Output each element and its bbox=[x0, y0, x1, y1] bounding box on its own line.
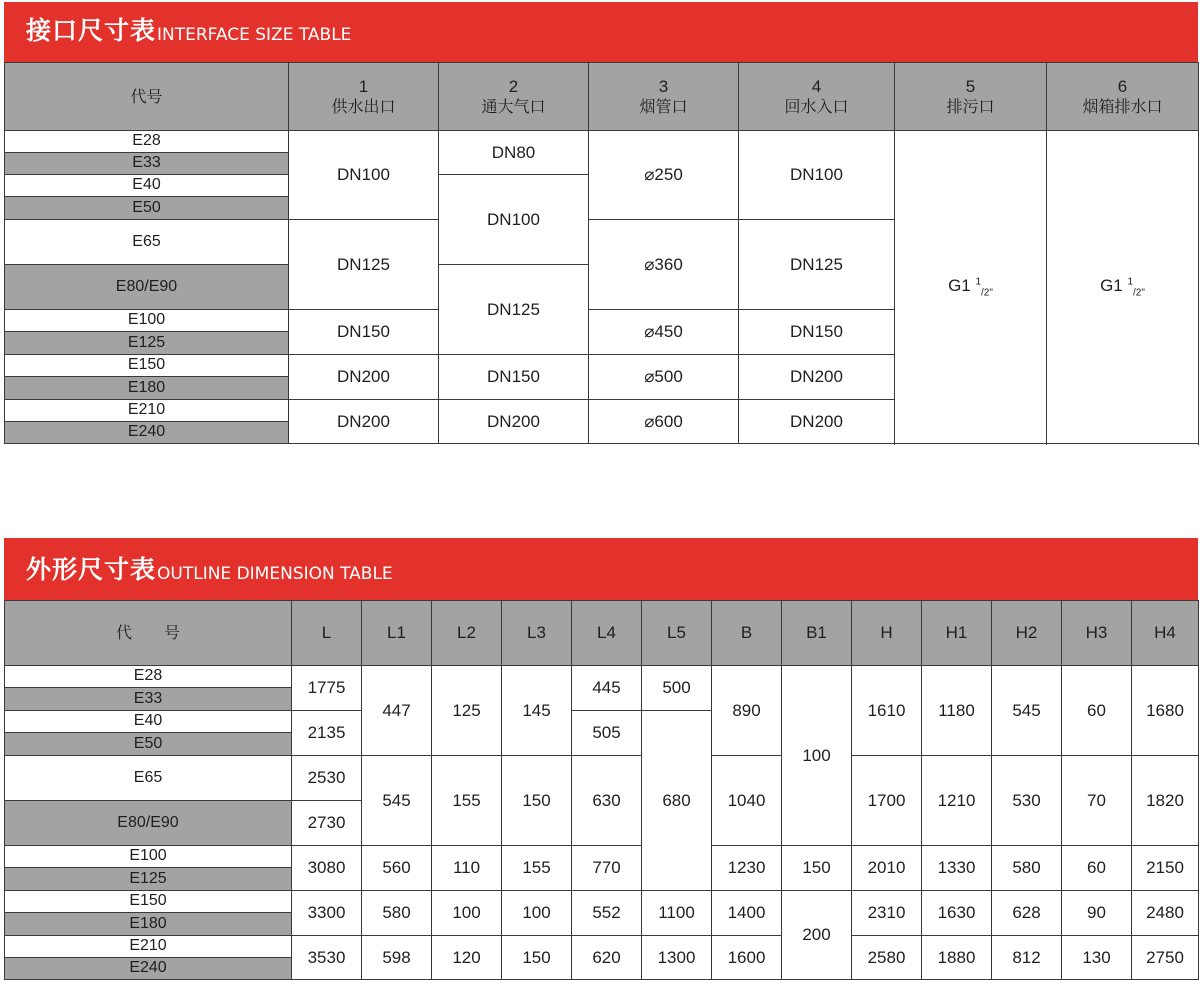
header-H3: H3 bbox=[1062, 601, 1132, 666]
code-cell: E240 bbox=[5, 422, 289, 444]
code-cell: E100 bbox=[5, 310, 289, 332]
value-cell: 155 bbox=[432, 756, 502, 846]
interface-title-en: INTERFACE SIZE TABLE bbox=[157, 25, 352, 45]
header-code: 代号 bbox=[5, 63, 289, 131]
value-cell: DN125 bbox=[739, 220, 895, 310]
value-cell: DN150 bbox=[439, 355, 589, 400]
value-cell: 620 bbox=[572, 936, 642, 980]
value-cell: DN125 bbox=[289, 220, 439, 310]
value-cell: 505 bbox=[572, 711, 642, 756]
value-cell: 2580 bbox=[852, 936, 922, 980]
value-cell: DN100 bbox=[739, 131, 895, 220]
header-col-3: 3 烟管口 bbox=[589, 63, 739, 131]
value-cell: 2530 bbox=[292, 756, 362, 801]
header-col-2: 2 通大气口 bbox=[439, 63, 589, 131]
value-cell: 1040 bbox=[712, 756, 782, 846]
value-cell: 580 bbox=[362, 891, 432, 936]
value-cell: 110 bbox=[432, 846, 502, 891]
header-L1: L1 bbox=[362, 601, 432, 666]
code-cell: E65 bbox=[5, 756, 292, 801]
header-L3: L3 bbox=[502, 601, 572, 666]
value-cell: 500 bbox=[642, 666, 712, 711]
outline-title-banner bbox=[4, 538, 1198, 600]
value-cell: 150 bbox=[782, 846, 852, 891]
value-cell: 1230 bbox=[712, 846, 782, 891]
value-cell: 447 bbox=[362, 666, 432, 756]
value-cell: 3300 bbox=[292, 891, 362, 936]
code-cell: E80/E90 bbox=[5, 265, 289, 310]
value-cell: ⌀250 bbox=[589, 131, 739, 220]
header-B: B bbox=[712, 601, 782, 666]
value-cell: DN200 bbox=[289, 355, 439, 400]
value-cell: DN150 bbox=[739, 310, 895, 355]
value-cell: 120 bbox=[432, 936, 502, 980]
value-cell: 90 bbox=[1062, 891, 1132, 936]
code-cell: E240 bbox=[5, 958, 292, 980]
value-cell: 630 bbox=[572, 756, 642, 846]
header-col-6: 6 烟箱排水口 bbox=[1047, 63, 1199, 131]
value-cell: 1610 bbox=[852, 666, 922, 756]
code-cell: E40 bbox=[5, 175, 289, 197]
code-cell: E33 bbox=[5, 153, 289, 175]
value-cell: 1100 bbox=[642, 891, 712, 936]
value-cell: 2480 bbox=[1132, 891, 1199, 936]
value-cell: 580 bbox=[992, 846, 1062, 891]
value-cell: 1180 bbox=[922, 666, 992, 756]
value-cell: 150 bbox=[502, 936, 572, 980]
header-B1: B1 bbox=[782, 601, 852, 666]
value-cell: DN80 bbox=[439, 131, 589, 175]
header-H4: H4 bbox=[1132, 601, 1199, 666]
value-cell: 1700 bbox=[852, 756, 922, 846]
value-cell: 100 bbox=[432, 891, 502, 936]
code-cell: E150 bbox=[5, 891, 292, 913]
value-cell: 1775 bbox=[292, 666, 362, 711]
value-cell: 545 bbox=[992, 666, 1062, 756]
value-cell: 200 bbox=[782, 891, 852, 980]
value-cell: 70 bbox=[1062, 756, 1132, 846]
value-cell: 1600 bbox=[712, 936, 782, 980]
code-cell: E50 bbox=[5, 197, 289, 220]
value-cell: DN200 bbox=[739, 355, 895, 400]
value-cell: 2750 bbox=[1132, 936, 1199, 980]
value-cell: 150 bbox=[502, 756, 572, 846]
value-cell: DN125 bbox=[439, 265, 589, 355]
value-cell: 680 bbox=[642, 711, 712, 891]
value-cell: 3080 bbox=[292, 846, 362, 891]
header-L: L bbox=[292, 601, 362, 666]
outline-title-cn: 外形尺寸表 bbox=[26, 555, 157, 584]
value-cell: 1300 bbox=[642, 936, 712, 980]
code-cell: E65 bbox=[5, 220, 289, 265]
value-cell: 125 bbox=[432, 666, 502, 756]
value-cell: 890 bbox=[712, 666, 782, 756]
value-cell: DN200 bbox=[439, 400, 589, 444]
value-cell: DN100 bbox=[289, 131, 439, 220]
value-cell: 2730 bbox=[292, 801, 362, 846]
value-cell: 445 bbox=[572, 666, 642, 711]
code-cell: E180 bbox=[5, 377, 289, 400]
code-cell: E100 bbox=[5, 846, 292, 868]
value-cell: 2010 bbox=[852, 846, 922, 891]
code-cell: E125 bbox=[5, 332, 289, 355]
value-cell: 2310 bbox=[852, 891, 922, 936]
header-H2: H2 bbox=[992, 601, 1062, 666]
code-cell: E33 bbox=[5, 688, 292, 711]
value-cell: 770 bbox=[572, 846, 642, 891]
header-H: H bbox=[852, 601, 922, 666]
value-cell: 1880 bbox=[922, 936, 992, 980]
value-cell: 628 bbox=[992, 891, 1062, 936]
interface-size-table bbox=[4, 62, 1199, 444]
outline-title-en: OUTLINE DIMENSION TABLE bbox=[157, 564, 393, 584]
value-cell: 2150 bbox=[1132, 846, 1199, 891]
header-col-4: 4 回水入口 bbox=[739, 63, 895, 131]
code-cell: E28 bbox=[5, 666, 292, 688]
value-cell: DN100 bbox=[439, 175, 589, 265]
code-cell: E125 bbox=[5, 868, 292, 891]
value-cell: 100 bbox=[782, 666, 852, 846]
value-cell: 100 bbox=[502, 891, 572, 936]
value-cell: ⌀600 bbox=[589, 400, 739, 444]
interface-title-banner bbox=[4, 2, 1198, 62]
value-cell: 145 bbox=[502, 666, 572, 756]
value-cell: 1330 bbox=[922, 846, 992, 891]
code-cell: E28 bbox=[5, 131, 289, 153]
value-cell: 530 bbox=[992, 756, 1062, 846]
value-cell: 552 bbox=[572, 891, 642, 936]
value-cell: G1 $^1_{/2"}$ bbox=[895, 131, 1047, 444]
code-cell: E210 bbox=[5, 936, 292, 958]
value-cell: 60 bbox=[1062, 666, 1132, 756]
value-cell: 1680 bbox=[1132, 666, 1199, 756]
value-cell: DN200 bbox=[739, 400, 895, 444]
value-cell: 130 bbox=[1062, 936, 1132, 980]
value-cell: 598 bbox=[362, 936, 432, 980]
header-col-1: 1 供水出口 bbox=[289, 63, 439, 131]
header-code: 代 号 bbox=[5, 601, 292, 666]
value-cell: 1630 bbox=[922, 891, 992, 936]
value-cell: 2135 bbox=[292, 711, 362, 756]
value-cell: 560 bbox=[362, 846, 432, 891]
value-cell: 3530 bbox=[292, 936, 362, 980]
value-cell: ⌀450 bbox=[589, 310, 739, 355]
value-cell: ⌀500 bbox=[589, 355, 739, 400]
code-cell: E50 bbox=[5, 733, 292, 756]
code-cell: E210 bbox=[5, 400, 289, 422]
code-cell: E40 bbox=[5, 711, 292, 733]
code-cell: E180 bbox=[5, 913, 292, 936]
interface-title-cn: 接口尺寸表 bbox=[26, 16, 157, 45]
value-cell: G1 $^1_{/2"}$ bbox=[1047, 131, 1199, 444]
value-cell: DN150 bbox=[289, 310, 439, 355]
code-cell: E80/E90 bbox=[5, 801, 292, 846]
value-cell: 1820 bbox=[1132, 756, 1199, 846]
value-cell: 60 bbox=[1062, 846, 1132, 891]
outline-dimension-table bbox=[4, 600, 1199, 980]
value-cell: 1400 bbox=[712, 891, 782, 936]
value-cell: 812 bbox=[992, 936, 1062, 980]
value-cell: 545 bbox=[362, 756, 432, 846]
header-H1: H1 bbox=[922, 601, 992, 666]
code-cell: E150 bbox=[5, 355, 289, 377]
header-L5: L5 bbox=[642, 601, 712, 666]
header-L4: L4 bbox=[572, 601, 642, 666]
value-cell: 155 bbox=[502, 846, 572, 891]
header-col-5: 5 排污口 bbox=[895, 63, 1047, 131]
value-cell: ⌀360 bbox=[589, 220, 739, 310]
value-cell: 1210 bbox=[922, 756, 992, 846]
header-L2: L2 bbox=[432, 601, 502, 666]
value-cell: DN200 bbox=[289, 400, 439, 444]
